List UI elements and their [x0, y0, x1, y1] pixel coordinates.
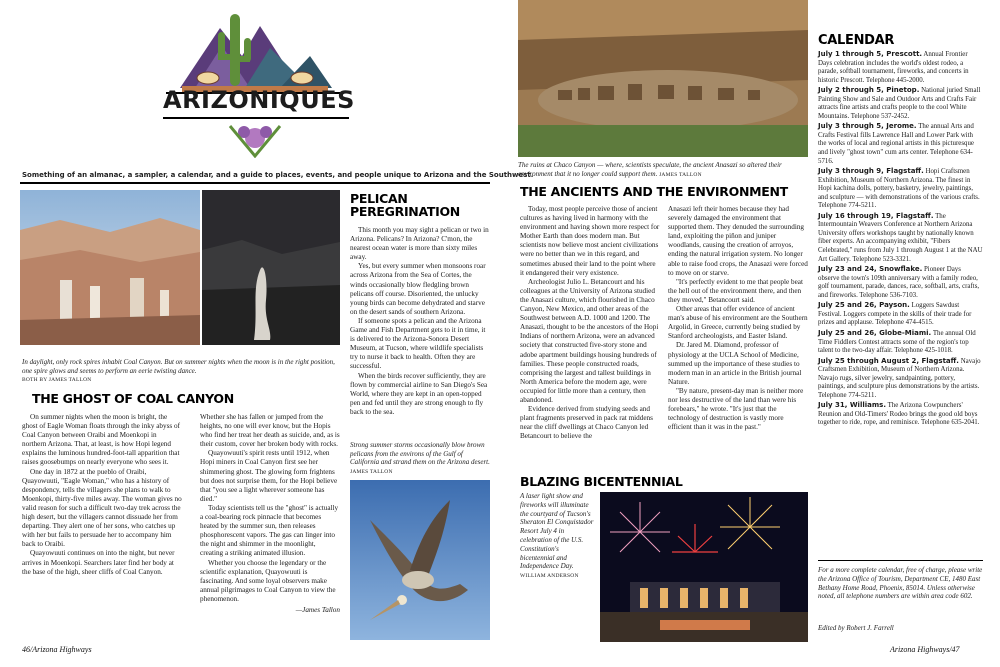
body-paragraph: Today, most people perceive those of ancient cultures as having lived in harmony with the environment and having shown more respect for Mother Earth than does modern man. But scientists now believe most ancient civilizations were no better than we in this regard, and sometimes abused their land to the point where it endangered their very existence.: [520, 205, 660, 277]
calendar-editor: Edited by Robert J. Farrell: [818, 624, 894, 632]
body-paragraph: Anasazi left their homes because they had severely damaged the environment that supported them. They denuded the surrounding land, exploiting the piñon and juniper woodlands, causing the creation of arroyos, ending the natural irrigation system. No longer able to raise food crops, the Anasazi were forced to move on or starve.: [668, 205, 808, 277]
coal-canyon-photo-day: [20, 190, 200, 345]
calendar-rule: [818, 560, 983, 561]
masthead-title: ARIZONIQUES: [163, 86, 355, 114]
body-paragraph: Today scientists tell us the "ghost" is actually a coal-bearing rock pinnacle that becomes heated by the summer sun, then releases phosphorescent vapors. The gas can linger into the night and shimmer in the moonlight, creating a striking animated illusion.: [200, 503, 339, 558]
body-paragraph: Other areas that offer evidence of ancient man's abuse of his environment are the Southern Argolid, in Greece, currently being studied by Stanford archeologists, and Easter Island.: [668, 305, 808, 341]
pelican-photo-credit: JAMES TALLON: [350, 468, 393, 475]
coal-canyon-headline: THE GHOST OF COAL CANYON: [32, 391, 234, 406]
body-paragraph: Evidence derived from studying seeds and plant fragments preserved in pack rat middens near the cliff dwellings at Chaco Canyon led Betancourt to believe the: [520, 405, 653, 441]
logo-artwork: [160, 8, 355, 158]
body-paragraph: "By nature, present-day man is neither more nor less destructive of the land than were his forebears," he wrote. "It's just that the technology of destruction is vastly more efficient than it was in the past.": [668, 386, 804, 432]
folio-right: Arizona Highways/47: [890, 645, 960, 654]
calendar-list: [818, 50, 983, 429]
coal-canyon-photo-credit: BOTH BY JAMES TALLON: [22, 377, 92, 384]
tagline-rule: [20, 182, 490, 184]
calendar-item: July 16 through 19, Flagstaff. The Intermountain Weavers Conference at Northern Arizona University offers workshops taught by nationally known fiber experts. An accompanying exhibit, "Fibers Celebrated," runs from July 1 through August 1 at the NAU Art Gallery. Telephone 523-3321.: [818, 211, 983, 263]
body-paragraph: Quayowuuti's spirit rests until 1912, when Hopi miners in Coal Canyon first see her shimmering ghost. The glowing form frightens but does not surprise them, for the Hopi believe that "you see a light wherever someone has died.": [200, 449, 338, 503]
calendar-footnote: For a more complete calendar, free of charge, please write the Arizona Office of Tourism, Department CE, 1480 East Bethany Home Road, Phoenix, 85014. Unless otherwise noted, all telephone numbers are within area code 602.: [818, 566, 983, 601]
pelican-photo: [350, 480, 490, 640]
coal-canyon-signature: —James Tallon: [295, 605, 340, 614]
calendar-item: July 1 through 5, Prescott. Annual Frontier Days celebration includes the world's oldest rodeo, a parade, softball tournament, fireworks, and concerts in historic Prescott. Telephone 445-2000.: [818, 50, 969, 84]
body-paragraph: If someone spots a pelican and the Arizona Game and Fish Department gets to it in time, it is delivered to the Arizona-Sonora Desert Museum, at Tucson, where wildlife specialists try to nurse it back to health. Often they are successful.: [350, 316, 486, 371]
body-paragraph: On summer nights when the moon is bright, the ghost of Eagle Woman floats through the inky abyss of Coal Canyon between Oraibi and Moenkopi in northern Arizona. That, at least, is how Hopi legend explains the luminous hundred-foot-tall apparition that raises goosebumps on nearly everyone who sees it.: [22, 413, 180, 467]
coal-canyon-photo-night: [202, 190, 340, 345]
folio-left: 46/Arizona Highways: [22, 645, 92, 654]
calendar-item: July 31, Williams. The Arizona Cowpunchers' Reunion and Old-Timers' Rodeo brings the good old boys together to ride, rope, and reminisce. Telephone 635-2041.: [818, 401, 980, 427]
pelican-headline: PELICAN PEREGRINATION: [350, 191, 460, 219]
bicentennial-photo-credit: WILLIAM ANDERSON: [520, 573, 579, 580]
chaco-canyon-photo: [518, 0, 808, 157]
ancients-col2: [668, 205, 808, 432]
calendar-item: July 25 through August 2, Flagstaff. Navajo Craftsmen Exhibition, Museum of Northern Arizona. Navajo rugs, silver jewelry, sandpainting, pottery, paintings, and sculpture plus demonstrations by the artists. Telephone 774-5211.: [818, 356, 981, 399]
calendar-item: July 2 through 5, Pinetop. National juried Small Painting Show and Sale and Outdoor Arts and Crafts Fair attracts fine artists and crafts people to the cool White Mountains. Telephone 537-2452.: [818, 86, 981, 120]
body-paragraph: "It's perfectly evident to me that people beat the hell out of the environment there, and then they moved," Betancourt said.: [668, 277, 803, 304]
body-paragraph: This month you may sight a pelican or two in Arizona. Pelicans? In Arizona? C'mon, the nearest ocean water is more than sixty miles away.: [350, 226, 489, 262]
masthead-tagline: Something of an almanac, a sampler, a calendar, and a guide to places, events, and people unique to Arizona and the Southwest.: [22, 171, 534, 179]
body-paragraph: Whether you choose the legendary or the scientific explanation, Quayowuuti is fascinating. And some loyal observers make annual pilgrimages to Coal Canyon to view the phenomenon.: [200, 558, 336, 603]
coal-canyon-caption: In daylight, only rock spires inhabit Coal Canyon. But on summer nights when the moon is in the right position, one spire glows and seems to perform an eerie twisting dance. BOTH BY JAMES TALLON: [22, 358, 335, 384]
ancients-col1: [520, 205, 660, 441]
body-paragraph: Quayowuuti continues on into the night, but never arrives in Moenkopi. Searchers later find her body at the base of the high, sheer cliffs of Coal Canyon.: [22, 549, 175, 576]
arizoniques-logo: [160, 8, 355, 158]
body-paragraph: Dr. Jared M. Diamond, professor of physiology at the UCLA School of Medicine, summed up the importance of these studies to modern man in an article in the British journal Nature.: [668, 341, 802, 386]
calendar-item: July 3 through 9, Flagstaff. Hopi Craftsmen Exhibition, Museum of Northern Arizona. The finest in Hopi kachina dolls, pottery, basketry, jewelry, paintings, and sculpture — with demonstrations of the various crafts. Telephone 774-5211.: [818, 167, 980, 210]
ancients-headline: THE ANCIENTS AND THE ENVIRONMENT: [520, 184, 788, 199]
body-paragraph: Archeologist Julio L. Betancourt and his colleagues at the University of Arizona studied the Anasazi culture, which flourished in Chaco Canyon, New Mexico, and other areas of the Southwest between A.D. 1000 and 1200. The Anasazi, thought to be the ancestors of the Hopi Indians of northern Arizona, were an advanced society that constructed five-story stone and adobe apartment buildings housing hundreds of families. These people constructed roads, comprising the largest and tallest buildings in North America before the modern age, were occupied for little more than a century, then abandoned.: [520, 277, 659, 404]
chaco-caption: The ruins at Chaco Canyon — where, scientists speculate, the ancient Anasazi so altered their environment that it no longer could support them. JAMES TALLON: [518, 161, 782, 178]
bicentennial-caption: A laser light show and fireworks will illuminate the courtyard of Tucson's Sheraton El Conquistador Resort July 4 in celebration of the U.S. Constitution's bicentennial and Independence Day. WILLIAM ANDERSON: [520, 492, 594, 580]
body-paragraph: Whether she has fallen or jumped from the heights, no one will ever know, but the Hopis who find her treat her death as suicide, and, as is their custom, cover her broken body with rocks.: [200, 413, 340, 449]
bicentennial-headline: BLAZING BICENTENNIAL: [520, 474, 683, 489]
chaco-photo-credit: JAMES TALLON: [659, 171, 702, 178]
body-paragraph: One day in 1872 at the pueblo of Oraibi, Quayowuuti, "Eagle Woman," who has a history of despondency, tells the villagers she plans to walk to Moenkopi, thirty-five miles away. The woman gives no valid reason for such a difficult two-day trek across the high desert, but the villagers cannot dissuade her from departing. They alert one of her sons, who catches up with her but fails to persuade her to accompany him back to Oraibi.: [22, 467, 182, 549]
coal-canyon-col1: [22, 413, 182, 577]
body-paragraph: Yes, but every summer when monsoons roar across Arizona from the Sea of Cortes, the winds occasionally blow fledgling brown pelicans off course. Disoriented, the unlucky young birds can become dehydrated and starve on the desert sands of southern Arizona.: [350, 262, 486, 316]
pelican-caption: Strong summer storms occasionally blow brown pelicans from the environs of the Gulf of California and strand them on the Arizona desert. JAMES TALLON: [350, 441, 490, 475]
calendar-item: July 23 and 24, Snowflake. Pioneer Days observe the town's 109th anniversary with a family rodeo, golf tournament, parade, dances, race, softball, arts, crafts, and fireworks. Telephone 536-7103.: [818, 265, 980, 299]
coal-canyon-col2: [200, 413, 340, 615]
calendar-item: July 25 and 26, Globe-Miami. The annual Old Time Fiddlers Contest attracts some of the region's top talent to the two-day affair. Telephone 425-1018.: [818, 328, 976, 355]
body-paragraph: When the birds recover sufficiently, they are flown by commercial airline to San Diego's Sea World, where they are kept in an open-topped pen and fed until they are strong enough to fly back to the sea.: [350, 371, 488, 416]
calendar-headline: CALENDAR: [818, 33, 895, 48]
calendar-item: July 25 and 26, Payson. Loggers Sawdust Festival. Loggers compete in the skills of their trade for prizes and applause. Telephone 474-4515.: [818, 301, 972, 327]
calendar-item: July 3 through 5, Jerome. The annual Arts and Crafts Festival fills Lawrence Hall and Lower Park with the works of local and regional artists in this picturesque and lively "ghost town" cum arts center. Telephone 634-5716.: [818, 122, 974, 165]
pelican-body: [350, 226, 490, 417]
masthead-rule-upper: [163, 117, 349, 119]
bicentennial-fireworks-photo: [600, 492, 808, 642]
